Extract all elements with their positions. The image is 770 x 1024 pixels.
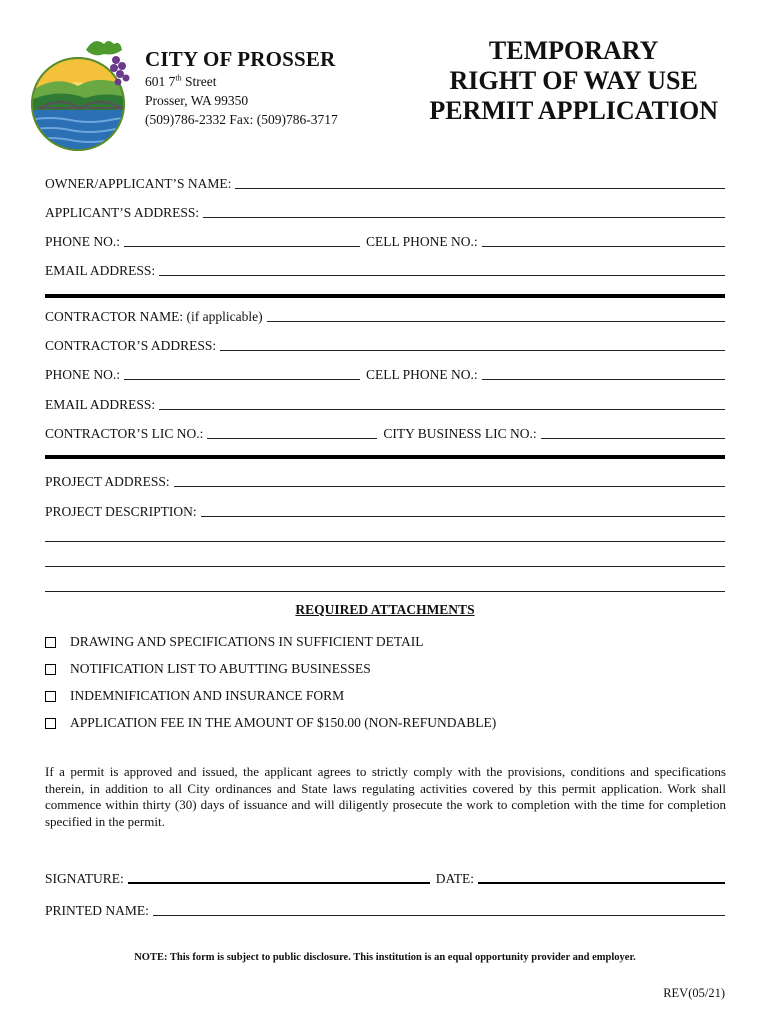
signature-field[interactable]	[128, 882, 430, 884]
attachment-item	[45, 688, 344, 704]
contractor-license-row	[45, 426, 725, 442]
contractor-name-field[interactable]	[45, 309, 725, 325]
phone-fax: (509)786-2332 Fax: (509)786-3717	[145, 112, 338, 127]
owner-cell-field[interactable]	[482, 246, 725, 247]
owner-email-label: EMAIL ADDRESS:	[45, 263, 156, 278]
attachment-checkbox[interactable]	[45, 691, 56, 702]
date-field[interactable]	[478, 882, 725, 884]
contractor-email-field[interactable]	[45, 397, 725, 413]
city-header	[145, 46, 338, 129]
owner-phone-field[interactable]	[124, 246, 360, 247]
description-line[interactable]	[45, 566, 725, 567]
city-name: CITY OF PROSSER	[145, 47, 336, 71]
attachment-label: NOTIFICATION LIST TO ABUTTING BUSINESSES	[70, 661, 371, 676]
attachment-label: INDEMNIFICATION AND INSURANCE FORM	[70, 688, 345, 703]
attachment-item	[45, 661, 371, 677]
project-address-field[interactable]	[45, 474, 725, 490]
owner-cell-label: CELL PHONE NO.:	[366, 234, 478, 249]
business-lic-label: CITY BUSINESS LIC NO.:	[383, 426, 537, 441]
applicant-address-field[interactable]	[45, 205, 725, 221]
applicant-address-label: APPLICANT’S ADDRESS:	[45, 205, 200, 220]
city-state: Prosser, WA 99350	[145, 93, 249, 108]
owner-name-field[interactable]	[45, 176, 725, 192]
disclosure-note: NOTE: This form is subject to public disclosure. This institution is an equal opportunity provider and employer.	[134, 952, 636, 963]
revision-label: REV(05/21)	[663, 986, 725, 1000]
agreement-text: If a permit is approved and issued, the applicant agrees to strictly comply with the provisions, conditions and specifications therein, in addition to all City ordinances and State laws regulating activities covered by this permit application. Work shall commence within thirty (30) days of issuance and will diligently prosecute the work to completion with the time for completion specified in the permit.	[45, 764, 726, 829]
contractor-address-label: CONTRACTOR’S ADDRESS:	[45, 338, 217, 353]
section-divider	[45, 455, 725, 459]
attachments-title: REQUIRED ATTACHMENTS	[295, 602, 475, 617]
contractor-name-label: CONTRACTOR NAME: (if applicable)	[45, 309, 263, 324]
section-divider	[45, 294, 725, 298]
contractor-phone-label: PHONE NO.:	[45, 367, 121, 382]
contractor-lic-field[interactable]	[207, 438, 377, 439]
project-address-label: PROJECT ADDRESS:	[45, 474, 170, 489]
contractor-address-field[interactable]	[45, 338, 725, 354]
contractor-phone-field[interactable]	[124, 379, 360, 380]
signature-row	[45, 871, 725, 887]
city-logo	[30, 34, 134, 154]
attachment-item	[45, 715, 496, 731]
description-line[interactable]	[45, 541, 725, 542]
contractor-cell-label: CELL PHONE NO.:	[366, 367, 478, 382]
attachment-checkbox[interactable]	[45, 664, 56, 675]
attachment-item	[45, 634, 423, 650]
printed-name-field[interactable]	[45, 903, 725, 919]
date-label: DATE:	[435, 871, 475, 886]
attachment-label: APPLICATION FEE IN THE AMOUNT OF $150.00 (NON-REFUNDABLE)	[70, 715, 497, 730]
attachment-checkbox[interactable]	[45, 637, 56, 648]
street-address: 601 7th Street	[145, 73, 217, 89]
owner-email-field[interactable]	[45, 263, 725, 279]
attachment-checkbox[interactable]	[45, 718, 56, 729]
contractor-phone-row	[45, 367, 725, 383]
project-description-label: PROJECT DESCRIPTION:	[45, 504, 197, 519]
contractor-lic-label: CONTRACTOR’S LIC NO.:	[45, 426, 204, 441]
printed-name-label: PRINTED NAME:	[45, 903, 149, 918]
project-description-field[interactable]	[45, 504, 725, 520]
owner-phone-row	[45, 234, 725, 250]
signature-label: SIGNATURE:	[45, 871, 124, 886]
contractor-email-label: EMAIL ADDRESS:	[45, 397, 156, 412]
form-title: TEMPORARY RIGHT OF WAY USE PERMIT APPLICATION	[429, 36, 718, 125]
owner-phone-label: PHONE NO.:	[45, 234, 121, 249]
business-lic-field[interactable]	[541, 438, 725, 439]
description-line[interactable]	[45, 591, 725, 592]
attachment-label: DRAWING AND SPECIFICATIONS IN SUFFICIENT DETAIL	[70, 634, 424, 649]
owner-name-label: OWNER/APPLICANT’S NAME:	[45, 176, 232, 191]
contractor-cell-field[interactable]	[482, 379, 725, 380]
